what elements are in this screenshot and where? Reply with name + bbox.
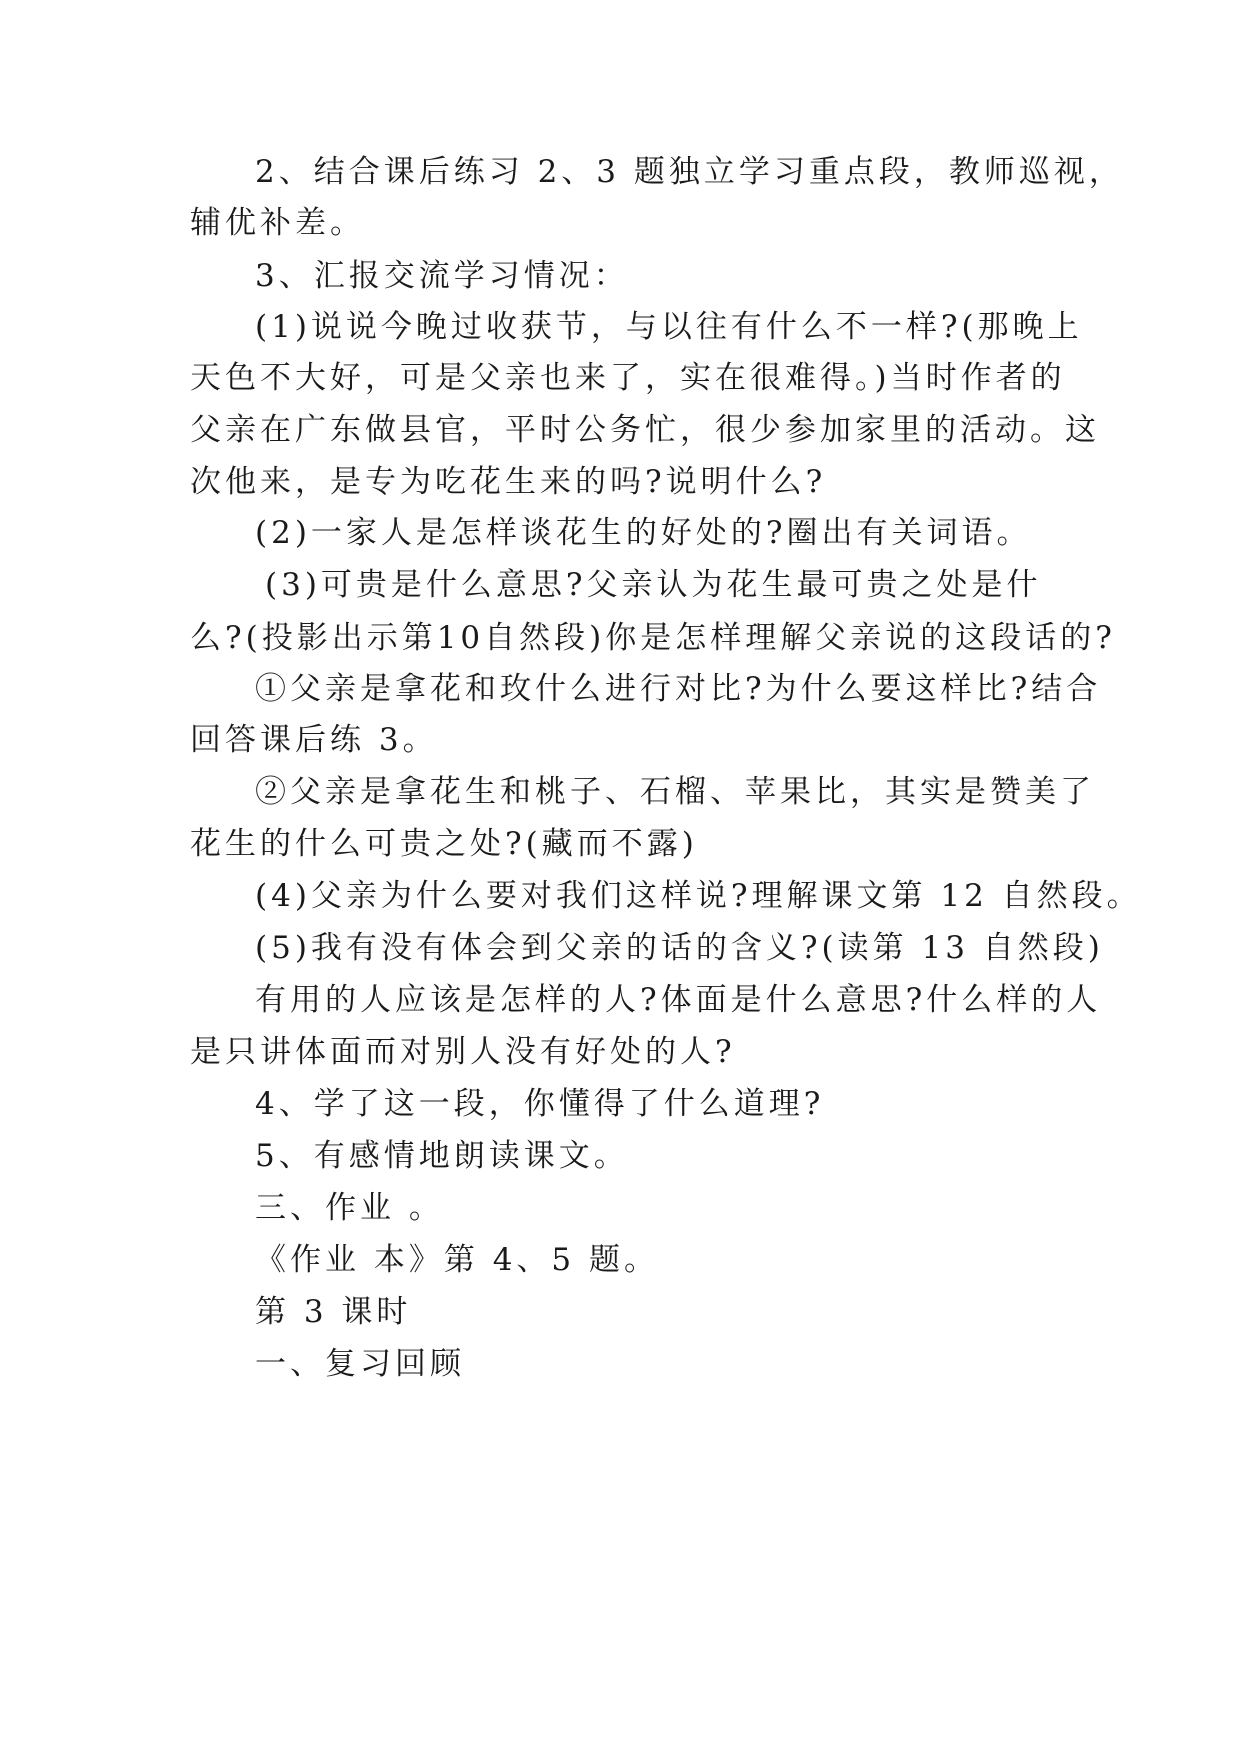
text-line-6: 父亲在广东做县官，平时公务忙，很少参加家里的活动。这 <box>190 412 1100 448</box>
text-line-19: 4、学了这一段，你懂得了什么道理? <box>255 1086 825 1122</box>
text-line-13: ②父亲是拿花生和桃子、石榴、苹果比，其实是赞美了 <box>255 774 1095 810</box>
text-line-10: 么?(投影出示第10自然段)你是怎样理解父亲说的这段话的? <box>190 620 1116 656</box>
text-line-16: (5)我有没有体会到父亲的话的含义?(读第 13 自然段) <box>255 930 1104 966</box>
text-line-21: 三、作业 。 <box>255 1190 444 1226</box>
text-line-24: 一、复习回顾 <box>255 1346 465 1382</box>
text-line-23: 第 3 课时 <box>255 1294 412 1330</box>
text-line-7: 次他来，是专为吃花生来的吗?说明什么? <box>190 464 827 500</box>
text-line-22: 《作业 本》第 4、5 题。 <box>255 1242 660 1278</box>
text-line-1: 2、结合课后练习 2、3 题独立学习重点段，教师巡视， <box>255 154 1124 190</box>
text-line-4: (1)说说今晚过收获节，与以往有什么不一样?(那晚上 <box>255 309 1083 345</box>
text-line-11: ①父亲是拿花和玫什么进行对比?为什么要这样比?结合 <box>255 671 1102 707</box>
text-line-20: 5、有感情地朗读课文。 <box>255 1138 629 1174</box>
text-line-5: 天色不大好，可是父亲也来了，实在很难得。)当时作者的 <box>190 360 1066 396</box>
text-line-14: 花生的什么可贵之处?(藏而不露) <box>190 826 698 862</box>
text-line-9: (3)可贵是什么意思?父亲认为花生最可贵之处是什 <box>265 567 1042 603</box>
text-line-18: 是只讲体面而对别人没有好处的人? <box>190 1034 736 1070</box>
text-line-3: 3、汇报交流学习情况： <box>255 258 629 294</box>
text-line-15: (4)父亲为什么要对我们这样说?理解课文第 12 自然段。 <box>255 878 1142 914</box>
text-line-12: 回答课后练 3。 <box>190 722 438 758</box>
text-line-17: 有用的人应该是怎样的人?体面是什么意思?什么样的人 <box>255 982 1102 1018</box>
text-line-8: (2)一家人是怎样谈花生的好处的?圈出有关词语。 <box>255 515 1032 551</box>
text-line-2: 辅优补差。 <box>190 205 365 241</box>
